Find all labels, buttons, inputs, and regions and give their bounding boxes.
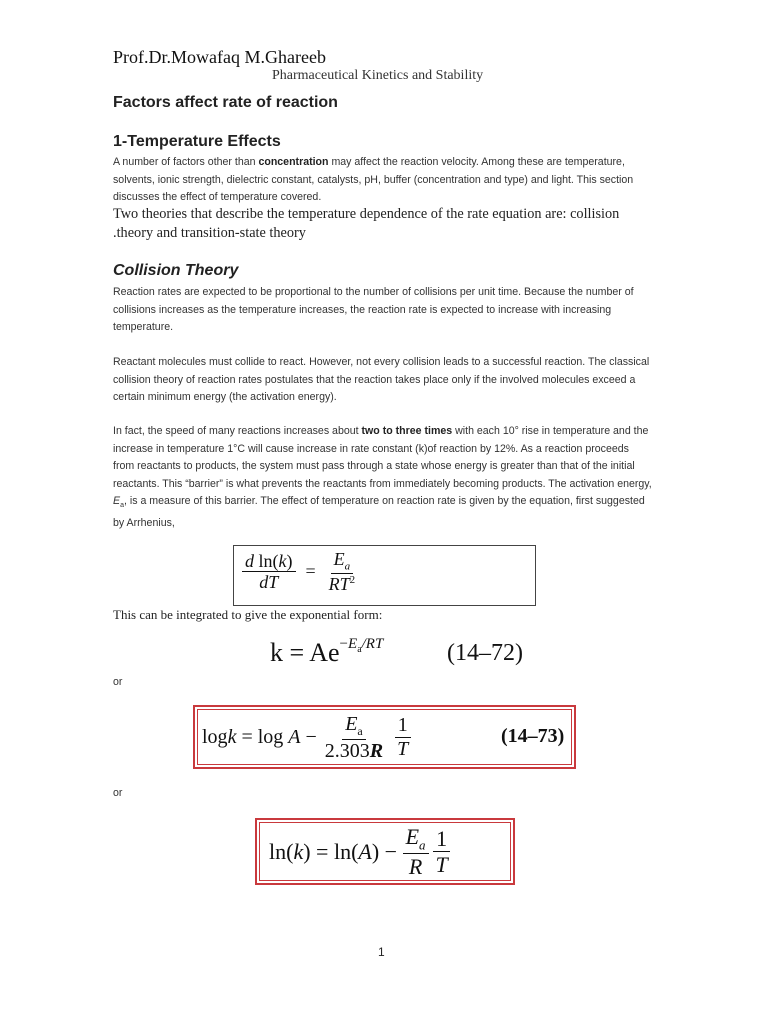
author-name: Prof.Dr.Mowafaq M.Ghareeb <box>113 47 326 67</box>
exponential-form-equation: $k = Ae^{-E_a/RT}$ <box>270 636 384 667</box>
log-form-equation-box <box>193 705 576 769</box>
or-text-2: or <box>113 787 123 799</box>
collision-paragraph-2: Reactant molecules must collide to react. However, not every collision leads to a successful reaction. The classical collision theory of reaction rates postulates that the reaction takes place only if the involved molecules exceed a certain minimum energy (the activation energy). <box>113 356 650 403</box>
equation-label-14-72: (14–72) <box>447 640 523 666</box>
temperature-paragraph-1: A number of factors other than concentration may affect the reaction velocity. Among these are temperature, solvents, ionic strength, dielectric constant, catalysts, pH, buffer (concentration and type) and light. This section discusses the effect of temperature covered. <box>113 156 634 203</box>
equation-label-14-73: (14–73) <box>501 725 565 747</box>
integration-note: This can be integrated to give the exponential form: <box>113 607 383 622</box>
temperature-paragraph-2: Two theories that describe the temperature dependence of the rate equation are: collision .theory and transition-state theory <box>113 206 620 241</box>
course-title: Pharmaceutical Kinetics and Stability <box>272 68 484 83</box>
ln-form-equation-box <box>255 818 515 885</box>
log-form-equation: log k = log A − $\frac{E_a}{2.303R}$ $\frac{1}{T}$ <box>202 713 411 763</box>
collision-paragraph-1: Reaction rates are expected to be proportional to the number of collisions per unit time. Because the number of collisions increases as the temperature increases, the reaction rate is expected to increase with increasing temperature. <box>113 286 634 333</box>
section-title: Factors affect rate of reaction <box>113 94 338 111</box>
collision-paragraph-3: In fact, the speed of many reactions increases about two to three times with each 10° rise in temperature and the increase in temperature 1°C will cause increase in rate constant (k)of reaction by 12%. As a reaction proceeds from reactants to products, the system must pass through a state whose energy is greater than that of the initial reactants. This “barrier” is what prevents the reactants from immediately becoming products. The activation energy, $E_a$, is a measure of this barrier. The effect of temperature on reaction rate is given by the equation, first suggested by Arrhenius, <box>113 425 652 529</box>
page-number: 1 <box>378 945 385 959</box>
temperature-heading: 1-Temperature Effects <box>113 133 281 150</box>
or-text-1: or <box>113 676 123 688</box>
ln-form-equation: ln( k ) = ln( A ) − $\frac{E_a}{R}$ $\frac{1}{T}$ <box>269 824 451 880</box>
arrhenius-differential-equation: $\frac{\text{d ln(k)}}{dT}$ = $\frac{E_a}{RT^2}$ <box>233 545 536 606</box>
collision-heading: Collision Theory <box>113 262 239 279</box>
